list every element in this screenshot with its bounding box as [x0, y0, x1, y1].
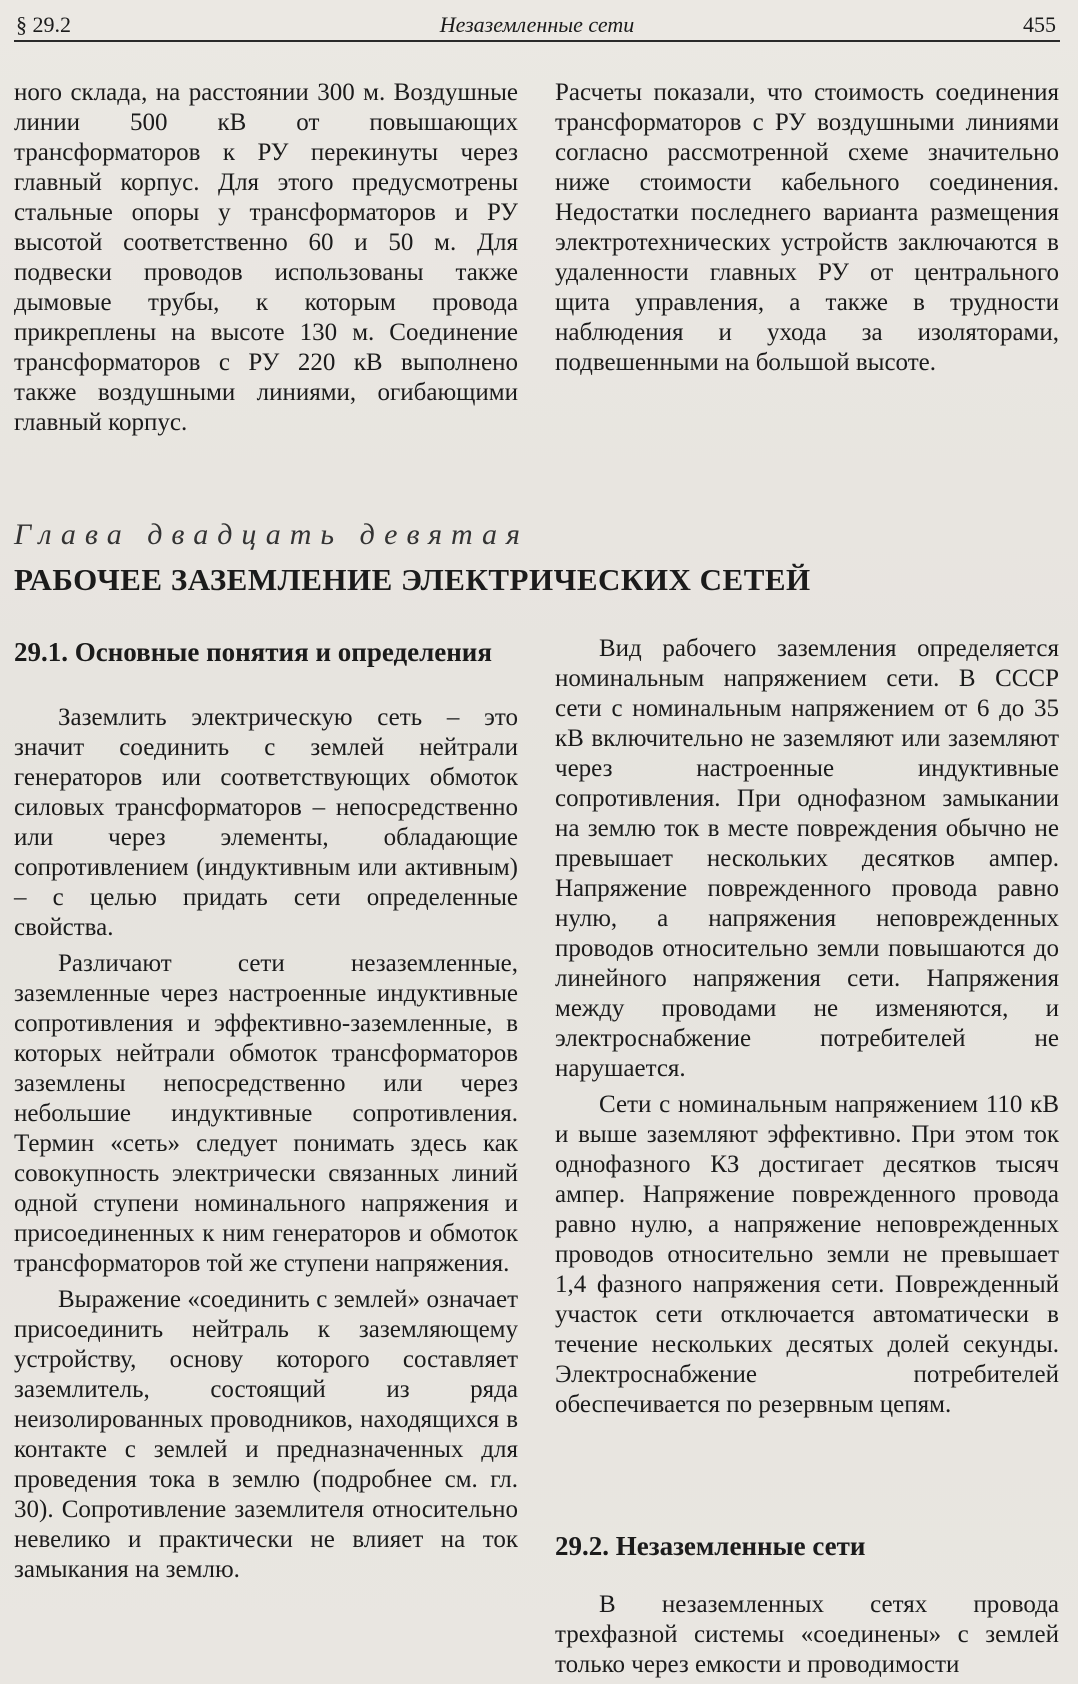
paragraph: Сети с номинальным напряжением 110 кВ и выше заземляют эффективно. При этом ток однофазного КЗ достигает десятков тысяч ампер. Напряжение поврежденного провода равно нулю, а напряжение неповрежденных проводов относительно земли не превышает 1,4 фазного напряжения сети. Поврежденный участок сети отключается автоматически в течение нескольких десятых долей секунды. Электроснабжение потребителей обеспечивается по резервным цепям.	[555, 1091, 1059, 1418]
paragraph: Выражение «соединить с землей» означает присоединить нейтраль к заземляющему устройству, основу которого составляет заземлитель, состоящий из ряда неизолированных проводников, находящихся в контакте с землей и предназначенных для проведения тока в землю (подробнее см. гл. 30). Сопротивление заземлителя относительно невелико и практически не влияет на ток замыкания на землю.	[14, 1286, 518, 1583]
paragraph: Заземлить электрическую сеть – это значит соединить с землей нейтрали генераторов или соответствующих обмоток силовых трансформаторов – непосредственно или через элементы, обладающие сопротивлением (индуктивным или активным) – с целью придать сети определенные свойства.	[14, 704, 518, 941]
top-right-column	[555, 78, 1059, 378]
paragraph: Различают сети незаземленные, заземленные через настроенные индуктивные сопротивления и эффективно-заземленные, в которых нейтрали обмоток трансформаторов заземлены непосредственно или через небольшие индуктивные сопротивления. Термин «сеть» следует понимать здесь как совокупность электрически связанных линий одной ступени номинального напряжения и присоединенных к ним генераторов и обмоток трансформаторов той же ступени напряжения.	[14, 950, 518, 1277]
section-2-column	[555, 1590, 1059, 1680]
page-number: 455	[1023, 12, 1056, 37]
section-1-left-column	[14, 703, 518, 1585]
section-heading: 29.2. Незаземленные сети	[555, 1531, 866, 1561]
paragraph: ного склада, на расстоянии 300 м. Воздушные линии 500 кВ от повышающих трансформаторов к РУ перекинуты через главный корпус. Для этого предусмотрены стальные опоры у трансформаторов и РУ высотой соответственно 60 и 50 м. Для подвески проводов использованы также дымовые трубы, к которым провода прикреплены на высоте 130 м. Соединение трансформаторов с РУ 220 кВ выполнено также воздушными линиями, огибающими главный корпус.	[14, 79, 518, 436]
paragraph: В незаземленных сетях провода трехфазной системы «соединены» с землей только через емкости и проводимости	[555, 1591, 1059, 1678]
section-heading: 29.1. Основные понятия и определения	[14, 637, 492, 667]
section-number: § 29.2	[16, 12, 71, 37]
chapter-label: Глава двадцать девятая	[14, 518, 529, 551]
running-title: Незаземленные сети	[439, 12, 635, 37]
section-1-right-column	[555, 634, 1059, 1420]
chapter-title: РАБОЧЕЕ ЗАЗЕМЛЕНИЕ ЭЛЕКТРИЧЕСКИХ СЕТЕЙ	[14, 562, 811, 597]
running-head	[14, 8, 1060, 42]
top-left-column	[14, 78, 518, 438]
paragraph: Расчеты показали, что стоимость соединения трансформаторов с РУ воздушными линиями согласно рассмотренной схеме значительно ниже стоимости кабельного соединения. Недостатки последнего варианта размещения электротехнических устройств заключаются в удаленности главных РУ от центрального щита управления, а также в трудности наблюдения и ухода за изоляторами, подвешенными на большой высоте.	[555, 79, 1059, 376]
paragraph: Вид рабочего заземления определяется номинальным напряжением сети. В СССР сети с номинальным напряжением от 6 до 35 кВ включительно не заземляют или заземляют через настроенные индуктивные сопротивления. При однофазном замыкании на землю ток в месте повреждения обычно не превышает нескольких десятков ампер. Напряжение поврежденного провода равно нулю, а напряжения неповрежденных проводов относительно земли повышаются до линейного напряжения сети. Напряжения между проводами не изменяются, и электроснабжение потребителей не нарушается.	[555, 635, 1059, 1082]
